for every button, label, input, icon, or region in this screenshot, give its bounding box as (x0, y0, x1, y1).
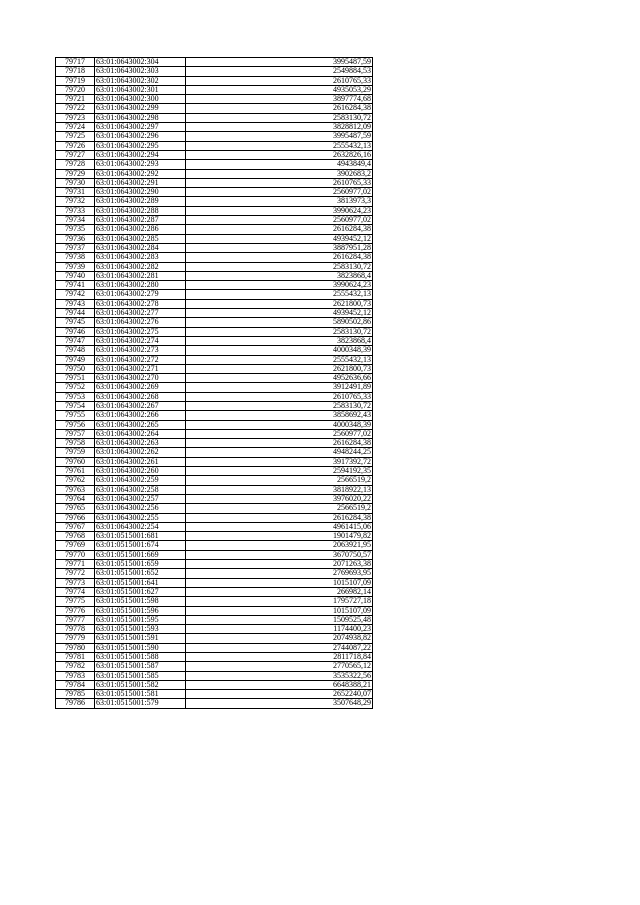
table-row (56, 448, 373, 457)
cadastral-value: 2566519,2 (186, 476, 373, 485)
cadastral-value: 1509525,48 (186, 615, 373, 624)
row-number: 79733 (56, 206, 95, 215)
table-row (56, 606, 373, 615)
cadastral-value: 3912491,89 (186, 383, 373, 392)
row-number: 79754 (56, 401, 95, 410)
cadastral-number: 63:01:0643002:262 (95, 448, 186, 457)
row-number: 79758 (56, 439, 95, 448)
row-number: 79784 (56, 680, 95, 689)
row-number: 79768 (56, 532, 95, 541)
cadastral-number: 63:01:0515001:652 (95, 569, 186, 578)
table-row (56, 699, 373, 708)
table-row (56, 392, 373, 401)
row-number: 79742 (56, 290, 95, 299)
row-number: 79739 (56, 262, 95, 271)
table-row (56, 560, 373, 569)
table-row (56, 662, 373, 671)
cadastral-value: 3917392,72 (186, 457, 373, 466)
cadastral-value: 2616284,38 (186, 104, 373, 113)
table-row (56, 429, 373, 438)
table-row (56, 188, 373, 197)
row-number: 79780 (56, 643, 95, 652)
table-row (56, 104, 373, 113)
cadastral-number: 63:01:0643002:298 (95, 113, 186, 122)
row-number: 79732 (56, 197, 95, 206)
table-row (56, 513, 373, 522)
row-number: 79760 (56, 457, 95, 466)
cadastral-number: 63:01:0515001:587 (95, 662, 186, 671)
table-row (56, 169, 373, 178)
row-number: 79786 (56, 699, 95, 708)
table-row (56, 625, 373, 634)
cadastral-value: 2769693,95 (186, 569, 373, 578)
row-number: 79757 (56, 429, 95, 438)
table-row (56, 150, 373, 159)
cadastral-number: 63:01:0515001:593 (95, 625, 186, 634)
row-number: 79719 (56, 76, 95, 85)
data-table (55, 57, 373, 709)
row-number: 79749 (56, 355, 95, 364)
cadastral-value: 2583130,72 (186, 327, 373, 336)
cadastral-value: 3858692,43 (186, 411, 373, 420)
table-body (56, 58, 373, 709)
row-number: 79736 (56, 234, 95, 243)
table-row (56, 76, 373, 85)
cadastral-number: 63:01:0643002:277 (95, 309, 186, 318)
cadastral-number: 63:01:0515001:674 (95, 541, 186, 550)
table-row (56, 271, 373, 280)
row-number: 79748 (56, 346, 95, 355)
cadastral-value: 2555432,13 (186, 355, 373, 364)
table-row (56, 615, 373, 624)
row-number: 79769 (56, 541, 95, 550)
cadastral-number: 63:01:0643002:278 (95, 299, 186, 308)
row-number: 79744 (56, 309, 95, 318)
cadastral-value: 2811718,84 (186, 653, 373, 662)
cadastral-number: 63:01:0643002:272 (95, 355, 186, 364)
cadastral-value: 1795727,18 (186, 597, 373, 606)
cadastral-value: 4000348,39 (186, 420, 373, 429)
row-number: 79745 (56, 318, 95, 327)
cadastral-value: 4939452,12 (186, 234, 373, 243)
cadastral-value: 2594192,35 (186, 467, 373, 476)
table-row (56, 485, 373, 494)
cadastral-number: 63:01:0643002:265 (95, 420, 186, 429)
row-number: 79738 (56, 253, 95, 262)
row-number: 79778 (56, 625, 95, 634)
table-row (56, 569, 373, 578)
table-row (56, 197, 373, 206)
cadastral-number: 63:01:0515001:641 (95, 578, 186, 587)
cadastral-number: 63:01:0643002:264 (95, 429, 186, 438)
cadastral-number: 63:01:0643002:275 (95, 327, 186, 336)
row-number: 79753 (56, 392, 95, 401)
table-row (56, 420, 373, 429)
cadastral-value: 2555432,13 (186, 141, 373, 150)
row-number: 79725 (56, 132, 95, 141)
cadastral-value: 4961415,06 (186, 522, 373, 531)
table-row (56, 401, 373, 410)
table-row (56, 281, 373, 290)
table-row (56, 290, 373, 299)
cadastral-number: 63:01:0643002:276 (95, 318, 186, 327)
cadastral-number: 63:01:0643002:281 (95, 271, 186, 280)
cadastral-number: 63:01:0515001:596 (95, 606, 186, 615)
row-number: 79729 (56, 169, 95, 178)
cadastral-value: 3995487,59 (186, 132, 373, 141)
row-number: 79761 (56, 467, 95, 476)
table-row (56, 690, 373, 699)
cadastral-number: 63:01:0515001:659 (95, 560, 186, 569)
cadastral-number: 63:01:0515001:579 (95, 699, 186, 708)
table-row (56, 113, 373, 122)
cadastral-value: 4943849,4 (186, 160, 373, 169)
table-row (56, 578, 373, 587)
cadastral-number: 63:01:0643002:285 (95, 234, 186, 243)
cadastral-value: 2616284,38 (186, 253, 373, 262)
cadastral-number: 63:01:0643002:260 (95, 467, 186, 476)
cadastral-number: 63:01:0515001:581 (95, 690, 186, 699)
cadastral-number: 63:01:0643002:301 (95, 85, 186, 94)
row-number: 79727 (56, 150, 95, 159)
table-row (56, 216, 373, 225)
cadastral-number: 63:01:0643002:271 (95, 364, 186, 373)
table-row (56, 494, 373, 503)
cadastral-number: 63:01:0515001:588 (95, 653, 186, 662)
table-row (56, 634, 373, 643)
cadastral-number: 63:01:0643002:297 (95, 123, 186, 132)
cadastral-value: 2616284,38 (186, 225, 373, 234)
table-row (56, 58, 373, 67)
row-number: 79777 (56, 615, 95, 624)
cadastral-value: 3976020,22 (186, 494, 373, 503)
cadastral-number: 63:01:0643002:304 (95, 58, 186, 67)
row-number: 79774 (56, 587, 95, 596)
row-number: 79734 (56, 216, 95, 225)
cadastral-number: 63:01:0643002:294 (95, 150, 186, 159)
cadastral-value: 2621800,73 (186, 299, 373, 308)
cadastral-number: 63:01:0643002:270 (95, 374, 186, 383)
row-number: 79717 (56, 58, 95, 67)
row-number: 79752 (56, 383, 95, 392)
cadastral-number: 63:01:0515001:591 (95, 634, 186, 643)
table-row (56, 336, 373, 345)
row-number: 79746 (56, 327, 95, 336)
table-row (56, 160, 373, 169)
cadastral-value: 1174400,23 (186, 625, 373, 634)
row-number: 79763 (56, 485, 95, 494)
cadastral-number: 63:01:0515001:595 (95, 615, 186, 624)
cadastral-number: 63:01:0643002:293 (95, 160, 186, 169)
cadastral-value: 266982,14 (186, 587, 373, 596)
cadastral-value: 2610765,33 (186, 76, 373, 85)
table-row (56, 587, 373, 596)
cadastral-number: 63:01:0643002:259 (95, 476, 186, 485)
table-row (56, 309, 373, 318)
row-number: 79720 (56, 85, 95, 94)
cadastral-value: 4948244,25 (186, 448, 373, 457)
cadastral-value: 2770565,12 (186, 662, 373, 671)
cadastral-value: 2616284,38 (186, 513, 373, 522)
cadastral-value: 2566519,2 (186, 504, 373, 513)
row-number: 79740 (56, 271, 95, 280)
row-number: 79737 (56, 243, 95, 252)
table-row (56, 364, 373, 373)
cadastral-number: 63:01:0643002:290 (95, 188, 186, 197)
table-row (56, 253, 373, 262)
cadastral-number: 63:01:0643002:284 (95, 243, 186, 252)
cadastral-value: 4939452,12 (186, 309, 373, 318)
cadastral-value: 2583130,72 (186, 401, 373, 410)
cadastral-value: 3813973,3 (186, 197, 373, 206)
row-number: 79755 (56, 411, 95, 420)
table-row (56, 67, 373, 76)
cadastral-value: 2610765,33 (186, 178, 373, 187)
cadastral-number: 63:01:0643002:303 (95, 67, 186, 76)
table-row (56, 141, 373, 150)
cadastral-number: 63:01:0643002:288 (95, 206, 186, 215)
cadastral-value: 3828812,09 (186, 123, 373, 132)
cadastral-number: 63:01:0643002:280 (95, 281, 186, 290)
cadastral-number: 63:01:0515001:669 (95, 550, 186, 559)
cadastral-number: 63:01:0515001:590 (95, 643, 186, 652)
cadastral-value: 2555432,13 (186, 290, 373, 299)
cadastral-number: 63:01:0643002:261 (95, 457, 186, 466)
row-number: 79766 (56, 513, 95, 522)
row-number: 79723 (56, 113, 95, 122)
cadastral-value: 1015107,09 (186, 578, 373, 587)
cadastral-number: 63:01:0643002:257 (95, 494, 186, 503)
row-number: 79759 (56, 448, 95, 457)
cadastral-value: 2560977,02 (186, 429, 373, 438)
cadastral-value: 3990624,23 (186, 281, 373, 290)
cadastral-number: 63:01:0643002:287 (95, 216, 186, 225)
table-row (56, 206, 373, 215)
row-number: 79779 (56, 634, 95, 643)
cadastral-number: 63:01:0643002:283 (95, 253, 186, 262)
cadastral-value: 3902683,2 (186, 169, 373, 178)
row-number: 79726 (56, 141, 95, 150)
table-row (56, 597, 373, 606)
table-row (56, 504, 373, 513)
row-number: 79735 (56, 225, 95, 234)
cadastral-number: 63:01:0643002:291 (95, 178, 186, 187)
row-number: 79767 (56, 522, 95, 531)
table-row (56, 178, 373, 187)
cadastral-value: 4952636,66 (186, 374, 373, 383)
cadastral-number: 63:01:0643002:282 (95, 262, 186, 271)
cadastral-value: 2549884,53 (186, 67, 373, 76)
cadastral-number: 63:01:0643002:268 (95, 392, 186, 401)
cadastral-number: 63:01:0643002:300 (95, 95, 186, 104)
cadastral-number: 63:01:0643002:269 (95, 383, 186, 392)
cadastral-value: 2744087,22 (186, 643, 373, 652)
table-row (56, 457, 373, 466)
cadastral-number: 63:01:0643002:274 (95, 336, 186, 345)
cadastral-number: 63:01:0643002:256 (95, 504, 186, 513)
table-row (56, 225, 373, 234)
cadastral-value: 3670750,57 (186, 550, 373, 559)
cadastral-value: 2583130,72 (186, 113, 373, 122)
cadastral-number: 63:01:0643002:279 (95, 290, 186, 299)
cadastral-value: 3995487,59 (186, 58, 373, 67)
row-number: 79782 (56, 662, 95, 671)
cadastral-number: 63:01:0515001:627 (95, 587, 186, 596)
cadastral-value: 2610765,33 (186, 392, 373, 401)
row-number: 79781 (56, 653, 95, 662)
cadastral-number: 63:01:0643002:296 (95, 132, 186, 141)
cadastral-value: 1015107,09 (186, 606, 373, 615)
cadastral-value: 3823868,4 (186, 336, 373, 345)
cadastral-value: 2583130,72 (186, 262, 373, 271)
table-row (56, 476, 373, 485)
row-number: 79721 (56, 95, 95, 104)
cadastral-number: 63:01:0643002:299 (95, 104, 186, 113)
row-number: 79785 (56, 690, 95, 699)
table-row (56, 243, 373, 252)
row-number: 79718 (56, 67, 95, 76)
row-number: 79783 (56, 671, 95, 680)
table-row (56, 95, 373, 104)
table-row (56, 671, 373, 680)
row-number: 79764 (56, 494, 95, 503)
cadastral-number: 63:01:0643002:302 (95, 76, 186, 85)
row-number: 79730 (56, 178, 95, 187)
cadastral-value: 3990624,23 (186, 206, 373, 215)
cadastral-number: 63:01:0515001:582 (95, 680, 186, 689)
cadastral-number: 63:01:0643002:286 (95, 225, 186, 234)
row-number: 79722 (56, 104, 95, 113)
cadastral-number: 63:01:0643002:295 (95, 141, 186, 150)
cadastral-value: 2621800,73 (186, 364, 373, 373)
table-row (56, 346, 373, 355)
table-row (56, 299, 373, 308)
cadastral-number: 63:01:0515001:681 (95, 532, 186, 541)
row-number: 79765 (56, 504, 95, 513)
table-row (56, 383, 373, 392)
cadastral-value: 2560977,02 (186, 216, 373, 225)
cadastral-value: 2632826,16 (186, 150, 373, 159)
table-row (56, 467, 373, 476)
table-row (56, 327, 373, 336)
cadastral-value: 2074938,82 (186, 634, 373, 643)
cadastral-value: 6648388,21 (186, 680, 373, 689)
row-number: 79773 (56, 578, 95, 587)
table-row (56, 541, 373, 550)
table-row (56, 522, 373, 531)
row-number: 79771 (56, 560, 95, 569)
table-row (56, 680, 373, 689)
cadastral-number: 63:01:0643002:254 (95, 522, 186, 531)
table-row (56, 355, 373, 364)
row-number: 79731 (56, 188, 95, 197)
cadastral-value: 3535322,56 (186, 671, 373, 680)
table-row (56, 318, 373, 327)
row-number: 79775 (56, 597, 95, 606)
cadastral-number: 63:01:0643002:266 (95, 411, 186, 420)
table-row (56, 85, 373, 94)
table-row (56, 374, 373, 383)
row-number: 79747 (56, 336, 95, 345)
table-row (56, 262, 373, 271)
table-row (56, 653, 373, 662)
row-number: 79750 (56, 364, 95, 373)
table-row (56, 643, 373, 652)
cadastral-value: 5890502,86 (186, 318, 373, 327)
row-number: 79751 (56, 374, 95, 383)
cadastral-number: 63:01:0643002:263 (95, 439, 186, 448)
table-row (56, 411, 373, 420)
row-number: 79772 (56, 569, 95, 578)
cadastral-value: 1901479,82 (186, 532, 373, 541)
cadastral-value: 4000348,39 (186, 346, 373, 355)
cadastral-value: 2560977,02 (186, 188, 373, 197)
cadastral-value: 2063921,95 (186, 541, 373, 550)
cadastral-number: 63:01:0643002:255 (95, 513, 186, 522)
cadastral-number: 63:01:0515001:598 (95, 597, 186, 606)
row-number: 79756 (56, 420, 95, 429)
table-row (56, 123, 373, 132)
cadastral-number: 63:01:0643002:273 (95, 346, 186, 355)
cadastral-value: 3887951,28 (186, 243, 373, 252)
table-row (56, 132, 373, 141)
table-row (56, 532, 373, 541)
row-number: 79770 (56, 550, 95, 559)
cadastral-number: 63:01:0643002:292 (95, 169, 186, 178)
row-number: 79776 (56, 606, 95, 615)
cadastral-value: 2071263,38 (186, 560, 373, 569)
cadastral-number: 63:01:0643002:258 (95, 485, 186, 494)
cadastral-value: 3818922,13 (186, 485, 373, 494)
row-number: 79724 (56, 123, 95, 132)
table-row (56, 439, 373, 448)
table-row (56, 234, 373, 243)
cadastral-number: 63:01:0643002:289 (95, 197, 186, 206)
cadastral-value: 4935053,29 (186, 85, 373, 94)
cadastral-value: 3823868,4 (186, 271, 373, 280)
cadastral-value: 3507648,29 (186, 699, 373, 708)
row-number: 79741 (56, 281, 95, 290)
cadastral-value: 2616284,38 (186, 439, 373, 448)
cadastral-number: 63:01:0643002:267 (95, 401, 186, 410)
cadastral-value: 2652240,07 (186, 690, 373, 699)
cadastral-number: 63:01:0515001:585 (95, 671, 186, 680)
row-number: 79762 (56, 476, 95, 485)
cadastral-value: 3897774,68 (186, 95, 373, 104)
row-number: 79728 (56, 160, 95, 169)
row-number: 79743 (56, 299, 95, 308)
table-row (56, 550, 373, 559)
